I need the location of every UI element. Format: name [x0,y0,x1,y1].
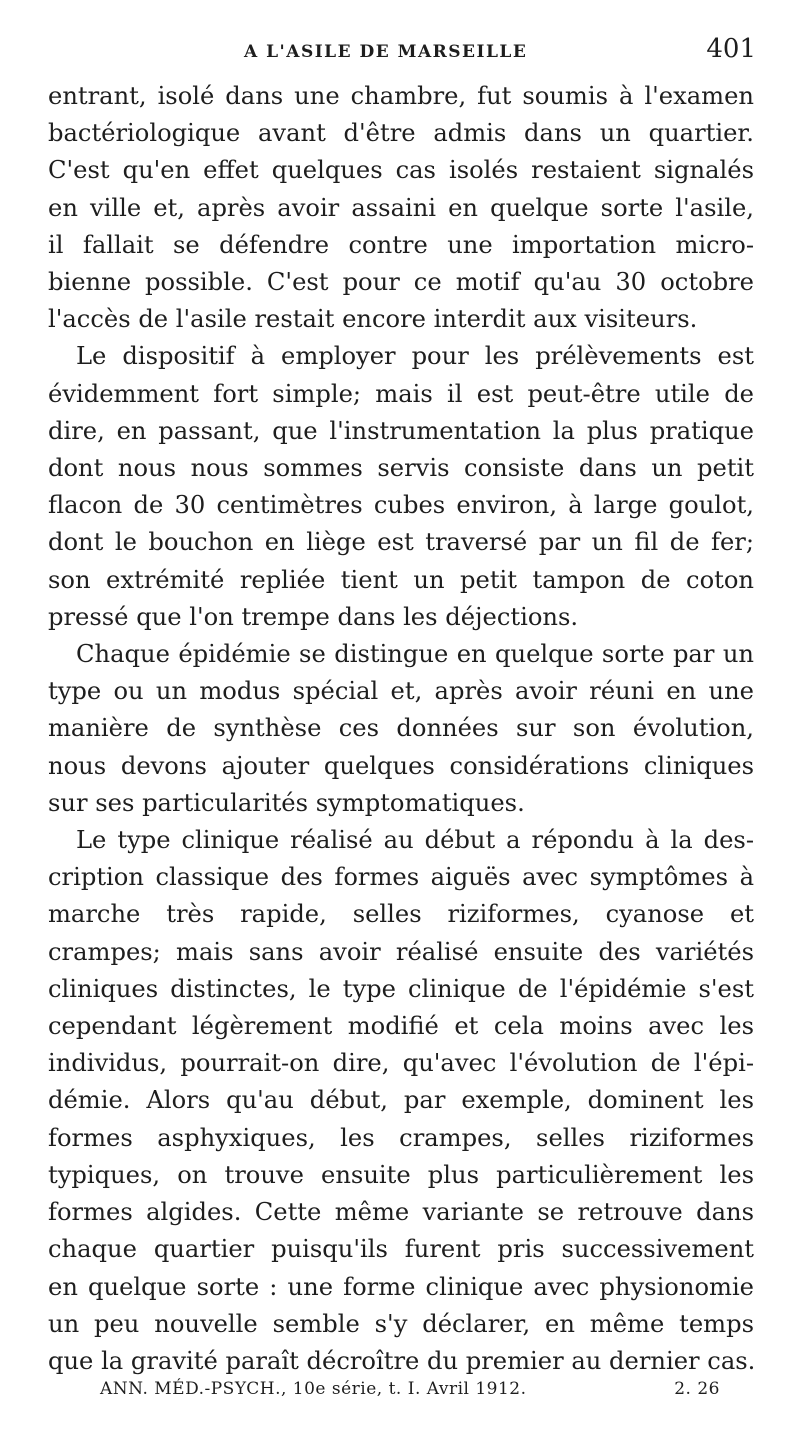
text-line: l'accès de l'asile restait encore interdit aux visiteurs. [48,305,698,334]
text-line: cription classique des formes aiguës avec symptômes à [48,863,754,892]
text-line: type ou un modus spécial et, après avoir réuni en une [48,677,754,706]
text-line: flacon de 30 centimètres cubes environ, à large goulot, [48,491,754,520]
page-number: 401 [706,34,756,64]
page-header [48,34,756,74]
text-line: cliniques distinctes, le type clinique de l'épidémie s'est [48,974,754,1003]
paragraph [48,636,754,822]
text-line: évidemment fort simple; mais il est peut-être utile de [48,379,754,408]
text-line: dont nous nous sommes servis consiste dans un petit [48,454,754,483]
text-line: nous devons ajouter quelques considérations cliniques [48,751,754,780]
body-text [48,78,754,1380]
text-line: il fallait se défendre contre une importation micro- [48,230,754,259]
text-line: en quelque sorte : une forme clinique avec physionomie [48,1272,754,1301]
text-line: entrant, isolé dans une chambre, fut soumis à l'examen [48,82,754,110]
text-line: C'est qu'en effet quelques cas isolés restaient signalés [48,156,754,185]
text-line: crampes; mais sans avoir réalisé ensuite des variétés [48,937,754,966]
text-line: dire, en passant, que l'instrumentation la plus pratique [48,416,754,445]
text-line: Chaque épidémie se distingue en quelque sorte par un [76,640,754,669]
text-line: démie. Alors qu'au début, par exemple, dominent les [48,1086,754,1115]
text-line: Le type clinique réalisé au début a répondu à la des- [76,826,754,855]
text-line: sur ses particularités symptomatiques. [48,788,525,817]
text-line: son extrémité repliée tient un petit tampon de coton [48,565,754,594]
text-line: manière de synthèse ces données sur son évolution, [48,714,754,743]
text-line: bactériologique avant d'être admis dans un quartier. [48,119,754,148]
text-line: que la gravité paraît décroître du premier au dernier cas. [48,1346,756,1375]
text-line: individus, pourrait-on dire, qu'avec l'évolution de l'épi- [48,1049,754,1078]
text-line: formes algides. Cette même variante se retrouve dans [48,1198,754,1227]
text-line: en ville et, après avoir assaini en quelque sorte l'asile, [48,193,754,222]
text-line: marche très rapide, selles riziformes, cyanose et [48,900,754,929]
text-line: formes asphyxiques, les crampes, selles riziformes [48,1123,754,1152]
text-line: chaque quartier puisqu'ils furent pris successivement [48,1235,754,1264]
page-footer [100,1379,720,1407]
paragraph [48,822,754,1380]
text-line: pressé que l'on trempe dans les déjections. [48,602,579,631]
text-line: dont le bouchon en liège est traversé par un fil de fer; [48,528,754,557]
footer-citation: ANN. MÉD.-PSYCH., 10e série, t. I. Avril 1912. [100,1379,527,1399]
text-line: cependant légèrement modifié et cela moins avec les [48,1012,754,1041]
paragraph [48,338,754,636]
text-line: Le dispositif à employer pour les prélèvements est [76,342,754,371]
printer-signature-mark: 2. 26 [674,1379,720,1399]
text-line: un peu nouvelle semble s'y déclarer, en même temps [48,1309,754,1338]
text-line: typiques, on trouve ensuite plus particulièrement les [48,1160,754,1189]
running-title: A L'ASILE DE MARSEILLE [244,42,528,62]
paragraph [48,78,754,338]
text-line: bienne possible. C'est pour ce motif qu'au 30 octobre [48,268,754,297]
